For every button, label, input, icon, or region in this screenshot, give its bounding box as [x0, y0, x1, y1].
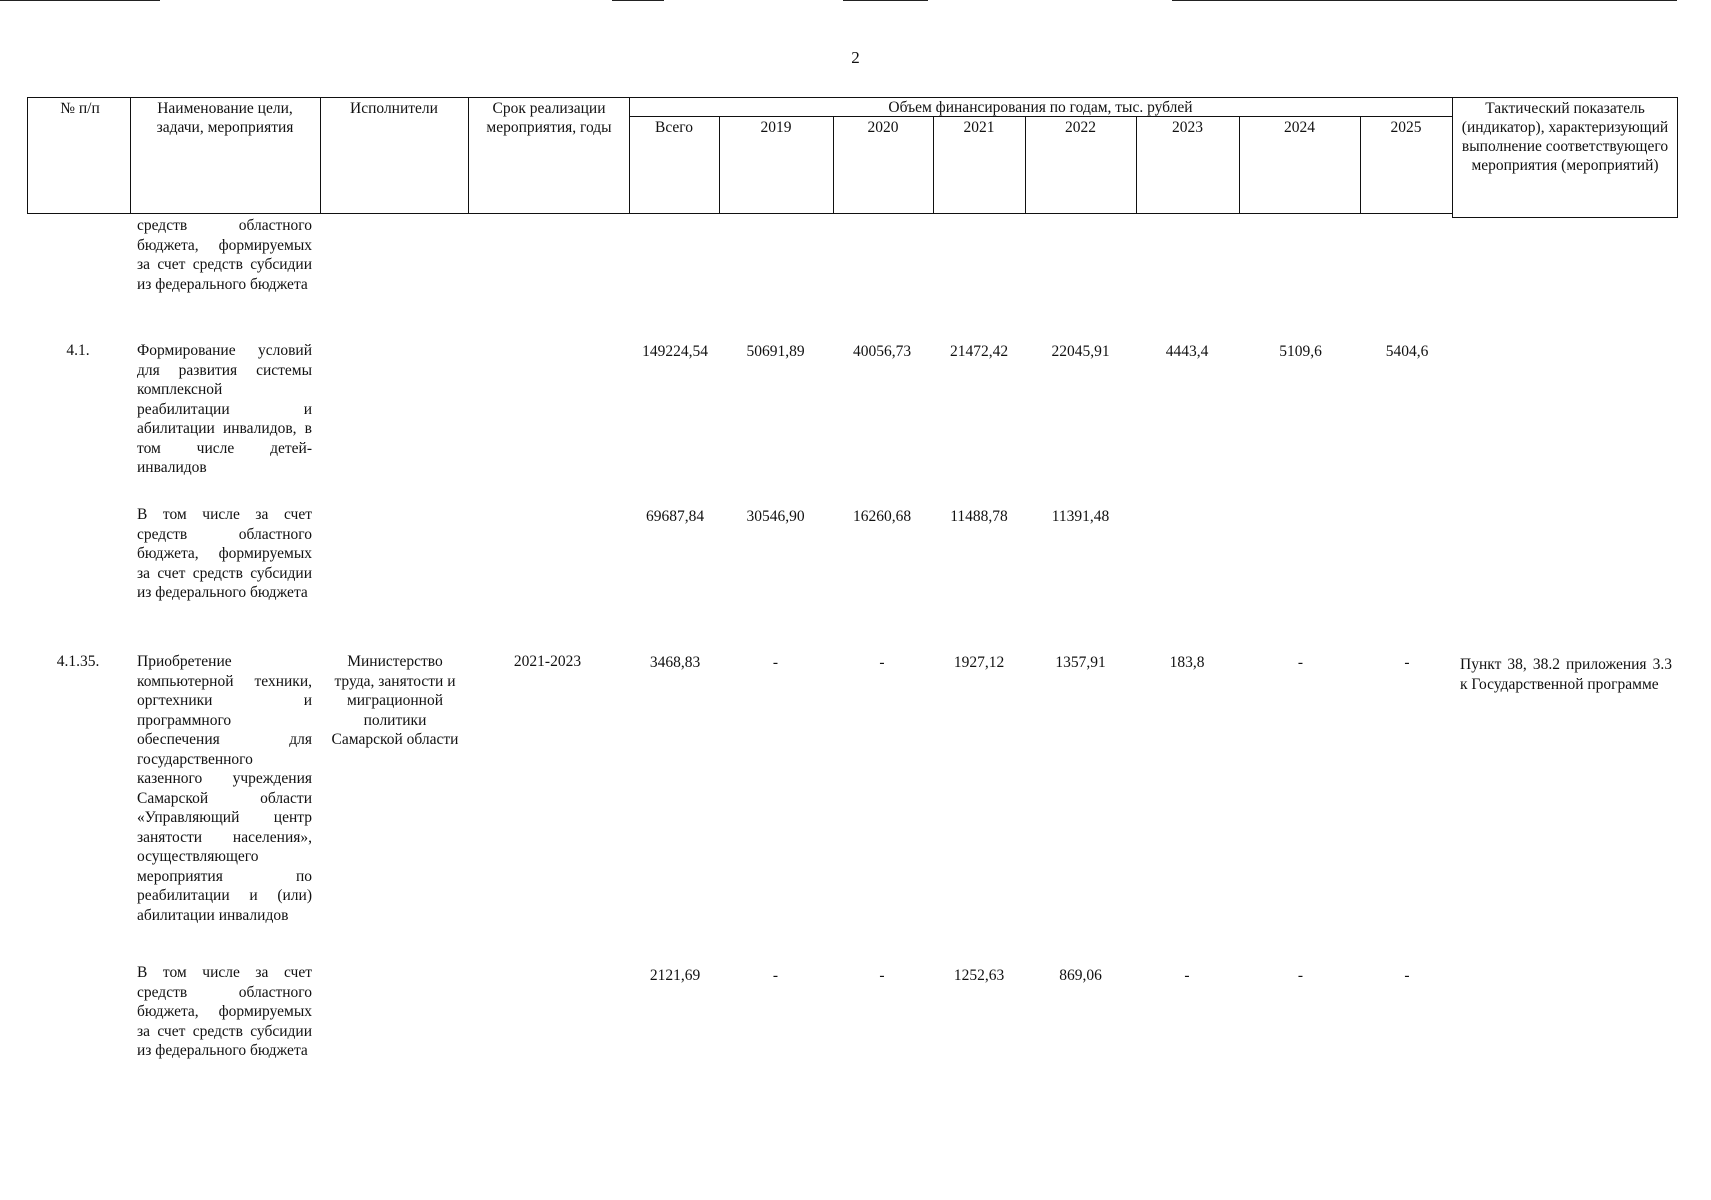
row-term: 2021-2023	[513, 653, 582, 670]
row-value-2020: 40056,73	[852, 343, 912, 360]
row-name: В том числе за счет средств областного бюджета, формируемых за счет средств субсидии из федерального бюджета	[137, 964, 312, 1059]
top-edge-rule	[612, 0, 664, 1]
row-value-2020: -	[879, 967, 885, 984]
row-value-total: 2121,69	[649, 967, 701, 984]
row-value-2023: 183,8	[1169, 654, 1205, 671]
header-divider	[130, 97, 131, 213]
header-year-2019: 2019	[760, 119, 792, 136]
header-year-2022: 2022	[1065, 119, 1096, 136]
row-name: Приобретение компьютерной техники, оргтехники и программного обеспечения для государственного казенного учреждения Самарской области «Управляющий центр занятости населения», осуществляющего мероприятия по реабилитации и (или) абилитации инвалидов	[137, 653, 312, 924]
row-value-2025: 5404,6	[1385, 343, 1429, 360]
header-year-2023: 2023	[1172, 119, 1203, 136]
row-value-2023: -	[1184, 967, 1190, 984]
header-total: Всего	[654, 119, 693, 136]
row-value-2022: 22045,91	[1051, 343, 1110, 360]
header-num: № п/п	[60, 100, 100, 117]
row-indicator: Пункт 38, 38.2 приложения 3.3 к Государственной программе	[1460, 656, 1672, 693]
row-value-2020: -	[879, 654, 885, 671]
row-name: Формирование условий для развития системы комплексной реабилитации и абилитации инвалидов, в том числе детей-инвалидов	[137, 342, 312, 476]
row-value-2025: -	[1404, 654, 1410, 671]
row-name: средств областного бюджета, формируемых за счет средств субсидии из федерального бюджета	[137, 217, 312, 293]
row-value-2021: 1927,12	[953, 654, 1005, 671]
header-name: Наименование цели, задачи, мероприятия	[156, 100, 294, 136]
row-value-2021: 11488,78	[950, 508, 1008, 525]
row-value-2019: -	[772, 967, 779, 984]
row-value-2022: 1357,91	[1055, 654, 1106, 671]
row-value-2022: 869,06	[1059, 967, 1102, 984]
header-divider	[1452, 97, 1453, 217]
top-edge-rule	[1172, 0, 1677, 1]
row-number: 4.1.35.	[56, 653, 100, 670]
header-term: Срок реализации мероприятия, годы	[486, 100, 612, 136]
row-value-2024: -	[1297, 967, 1304, 984]
top-edge-rule	[843, 0, 928, 1]
header-border	[1452, 217, 1678, 218]
header-year-2024: 2024	[1284, 119, 1315, 136]
row-value-2024: -	[1297, 654, 1304, 671]
row-value-2021: 21472,42	[949, 343, 1009, 360]
header-indicator: Тактический показатель (индикатор), характеризующий выполнение соответствующего мероприятия (мероприятий)	[1461, 100, 1669, 174]
row-value-2020: 16260,68	[852, 508, 912, 525]
top-edge-rule	[0, 0, 160, 1]
row-value-2023: 4443,4	[1165, 343, 1209, 360]
header-funding: Объем финансирования по годам, тыс. рублей	[888, 99, 1193, 116]
row-name: В том числе за счет средств областного бюджета, формируемых за счет средств субсидии из федерального бюджета	[137, 506, 312, 601]
header-year-2020: 2020	[867, 119, 899, 136]
row-value-2019: -	[772, 654, 779, 671]
table-header	[27, 97, 1679, 218]
row-value-2024: 5109,6	[1279, 343, 1322, 360]
row-value-total: 3468,83	[649, 654, 701, 671]
row-executors: Министерство труда, занятости и миграционной политики Самарской области	[331, 653, 459, 748]
header-divider	[320, 97, 321, 213]
row-number: 4.1.	[66, 342, 90, 359]
row-value-2019: 50691,89	[746, 343, 805, 360]
row-value-2019: 30546,90	[746, 508, 805, 525]
header-year-2021: 2021	[963, 119, 995, 136]
header-executors: Исполнители	[350, 100, 438, 117]
header-border	[1677, 97, 1678, 217]
row-value-2025: -	[1404, 967, 1410, 984]
row-value-total: 69687,84	[645, 508, 705, 525]
header-border	[27, 97, 28, 213]
header-border	[27, 213, 1452, 214]
row-value-2021: 1252,63	[953, 967, 1005, 984]
header-year-2025: 2025	[1390, 119, 1422, 136]
page-number: 2	[851, 48, 860, 67]
row-value-2022: 11391,48	[1051, 508, 1110, 525]
header-divider	[468, 97, 469, 213]
row-value-total: 149224,54	[642, 343, 708, 360]
